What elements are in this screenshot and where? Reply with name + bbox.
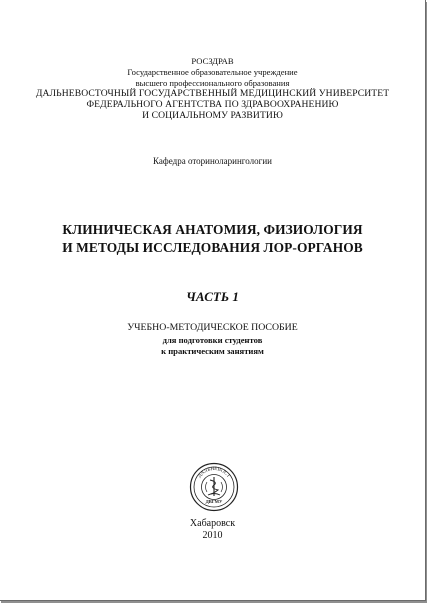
purpose-line-2: к практическим занятиям — [161, 346, 264, 356]
seal-ring-bottom-text: ДВГМУ — [205, 499, 223, 504]
department-name: Кафедра оториноларингологии — [153, 156, 272, 166]
publisher-line-5: ФЕДЕРАЛЬНОГО АГЕНТСТВА ПО ЗДРАВООХРАНЕНИЮ — [86, 99, 339, 110]
publication-year: 2010 — [202, 530, 223, 541]
publication-city: Хабаровск — [189, 518, 236, 529]
publisher-line-2: Государственное образовательное учреждение — [127, 67, 298, 77]
publisher-line-6: И СОЦИАЛЬНОМУ РАЗВИТИЮ — [142, 110, 283, 121]
publication-kind: УЧЕБНО-МЕТОДИЧЕСКОЕ ПОСОБИЕ — [127, 322, 298, 333]
publisher-line-4: ДАЛЬНЕВОСТОЧНЫЙ ГОСУДАРСТВЕННЫЙ МЕДИЦИНСКИЙ УНИВЕРСИТЕТ — [35, 88, 390, 99]
seal-ring-top-text: ДАЛЬНЕВОСТ — [197, 466, 231, 479]
university-seal-icon — [189, 462, 239, 512]
purpose-line-1: для подготовки студентов — [162, 335, 263, 345]
book-title-line-1: КЛИНИЧЕСКАЯ АНАТОМИЯ, ФИЗИОЛОГИЯ — [62, 222, 363, 237]
publisher-line-3: высшего профессионального образования — [135, 78, 290, 88]
publisher-line-1: РОСЗДРАВ — [191, 56, 234, 66]
book-title-line-2: И МЕТОДЫ ИССЛЕДОВАНИЯ ЛОР-ОРГАНОВ — [62, 240, 363, 255]
part-number: ЧАСТЬ 1 — [186, 289, 239, 304]
